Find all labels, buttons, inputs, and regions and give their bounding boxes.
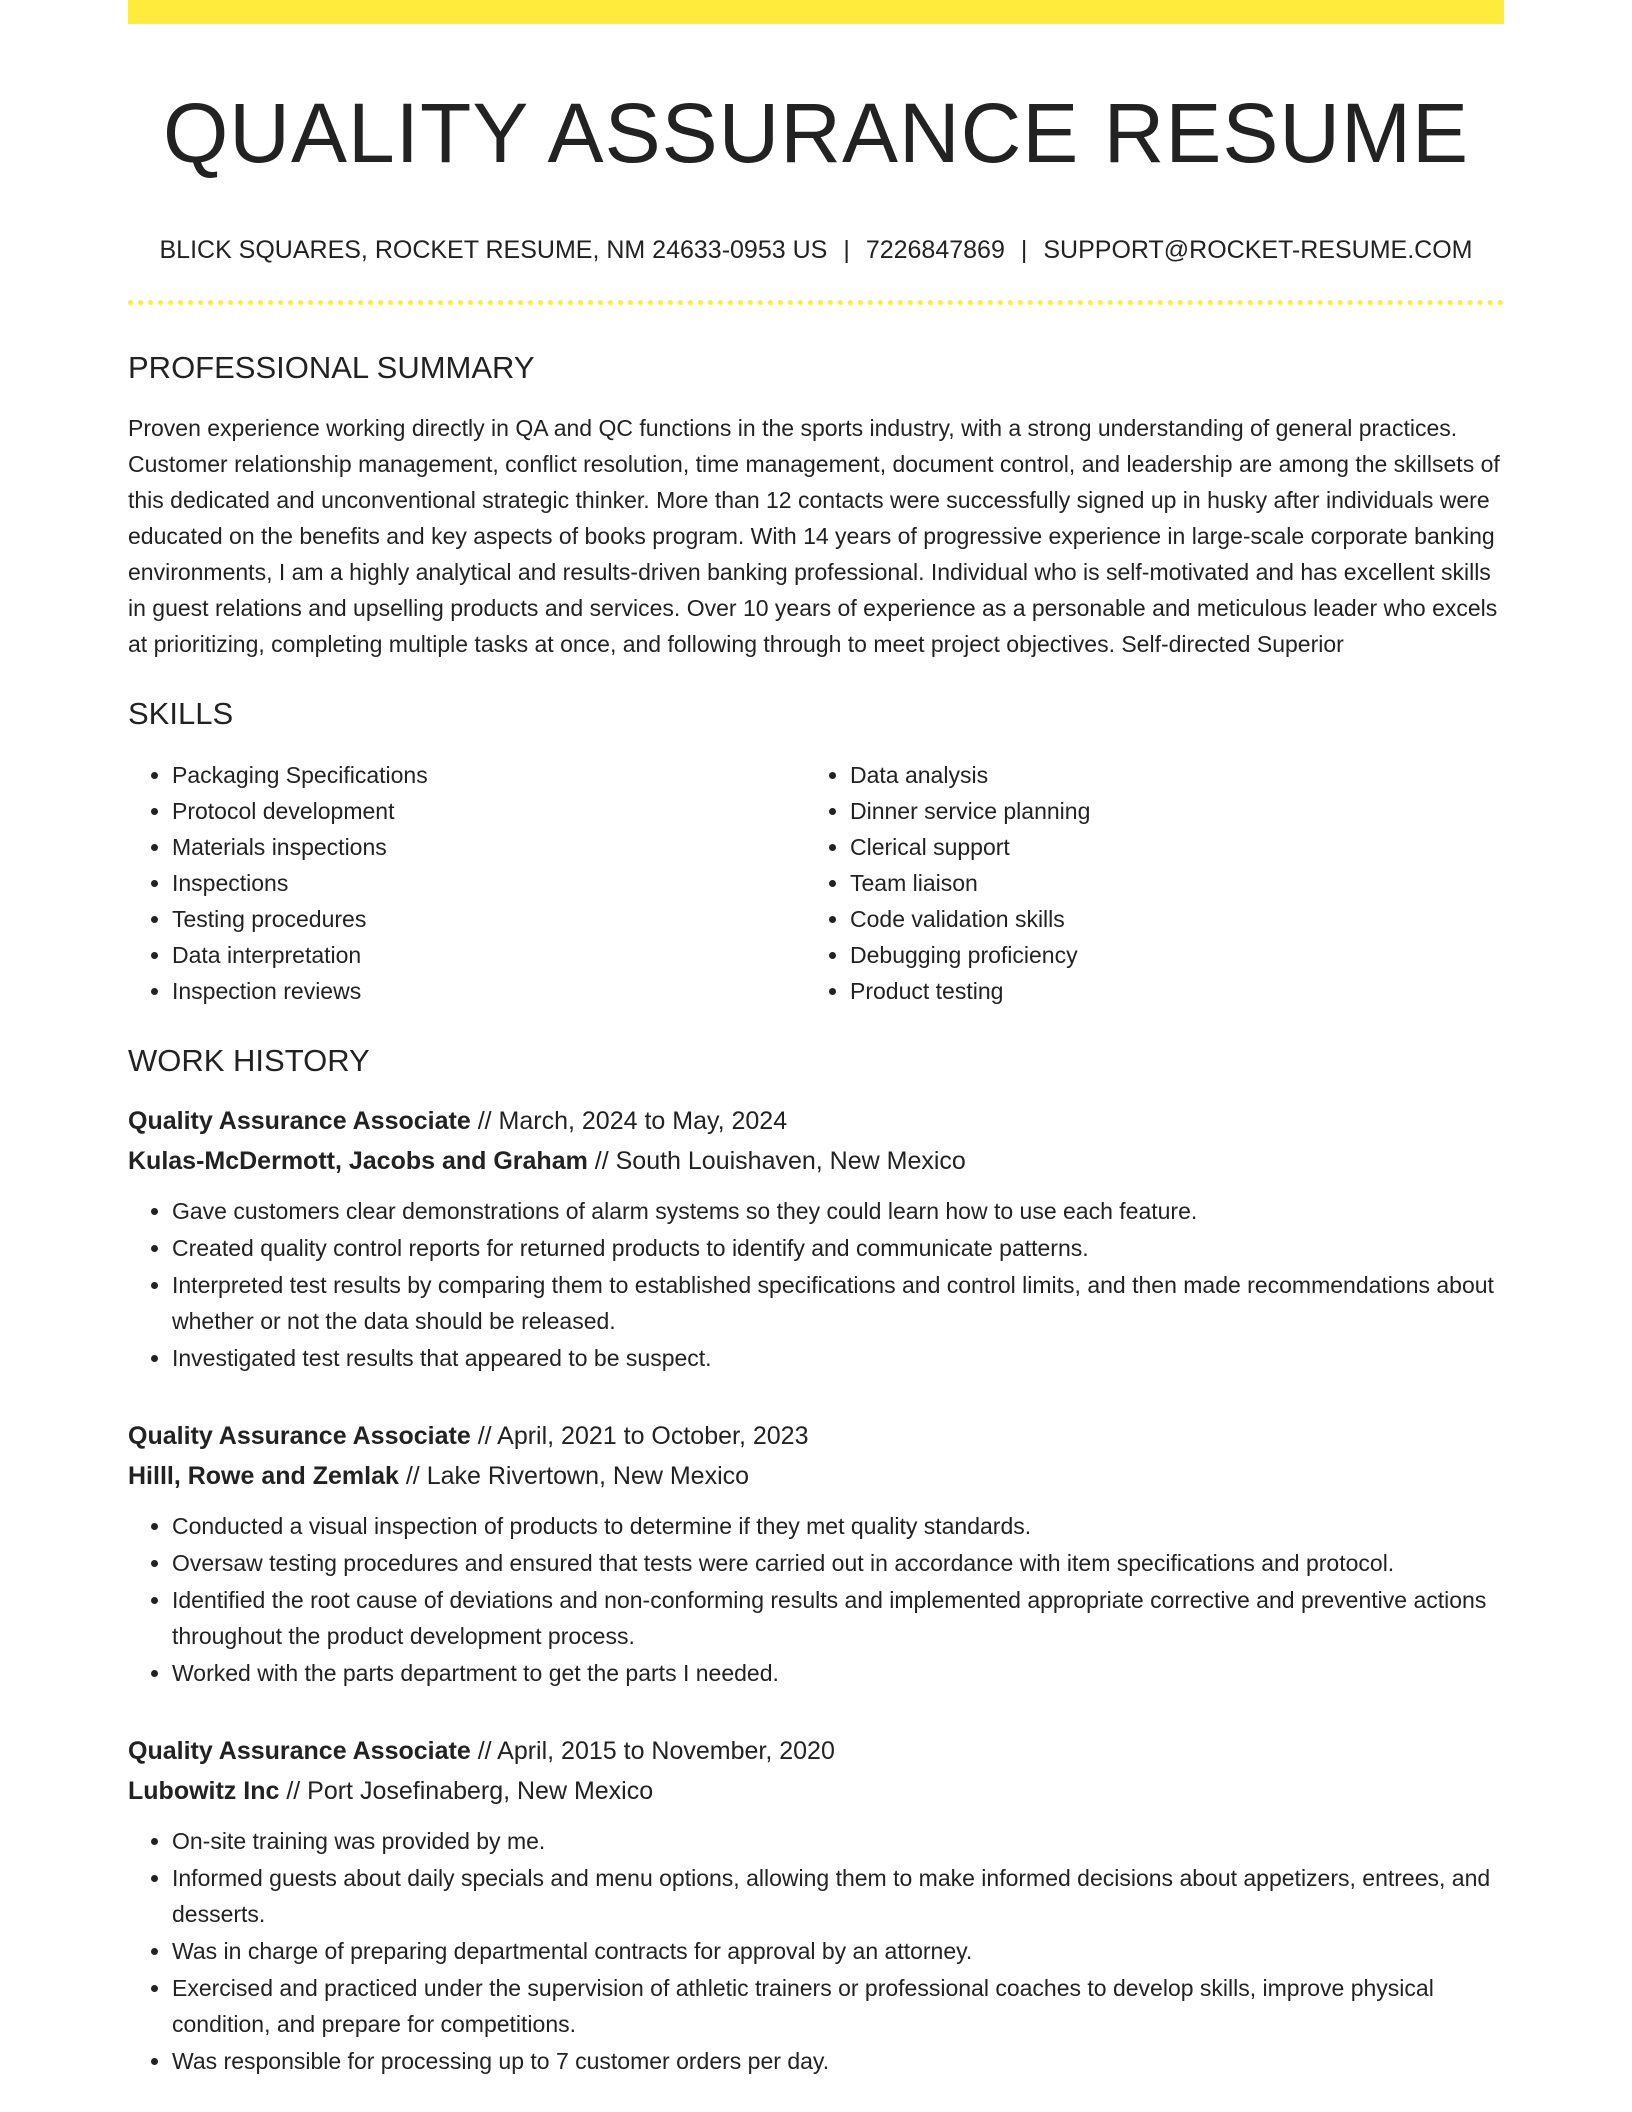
contact-email: SUPPORT@ROCKET-RESUME.COM [1043, 235, 1473, 264]
job-entry [128, 1416, 1504, 1691]
skill-item: • Product testing [850, 973, 1484, 1009]
dotted-divider [128, 300, 1504, 305]
skills-column-right [806, 757, 1484, 1009]
accent-bar [128, 0, 1504, 24]
skill-item: • Protocol development [172, 793, 806, 829]
job-location: // Lake Rivertown, New Mexico [398, 1461, 750, 1490]
job-company-line [128, 1771, 1504, 1811]
job-entry [128, 1101, 1504, 1376]
job-location: // South Louishaven, New Mexico [587, 1146, 966, 1175]
job-bullet: • Conducted a visual inspection of products to determine if they met quality standards. [172, 1508, 1504, 1544]
job-company-line [128, 1456, 1504, 1496]
skill-item: • Testing procedures [172, 901, 806, 937]
job-bullet: • Worked with the parts department to get the parts I needed. [172, 1655, 1504, 1691]
job-bullet: • On-site training was provided by me. [172, 1823, 1504, 1859]
job-bullet: • Identified the root cause of deviations and non-conforming results and implemented appropriate corrective and preventive actions throughout the product development process. [172, 1582, 1504, 1654]
job-dates: // March, 2024 to May, 2024 [470, 1106, 788, 1135]
job-bullet: • Was responsible for processing up to 7 customer orders per day. [172, 2043, 1504, 2079]
work-history-list [128, 1101, 1504, 2079]
job-bullets [128, 1508, 1504, 1691]
job-title: Quality Assurance Associate [128, 1736, 471, 1765]
contact-line [128, 234, 1504, 267]
job-bullet: • Informed guests about daily specials and menu options, allowing them to make informed decisions about appetizers, entrees, and desserts. [172, 1860, 1504, 1932]
skill-item: • Team liaison [850, 865, 1484, 901]
contact-address: BLICK SQUARES, ROCKET RESUME, NM 24633-0953 US [159, 235, 828, 264]
contact-phone: 7226847869 [865, 235, 1005, 264]
summary-text: Proven experience working directly in QA and QC functions in the sports industry, with a strong understanding of general practices. Customer relationship management, conflict resolution, time management, document control, and leadership are among the skillsets of this dedicated and unconventional strategic thinker. More than 12 contacts were successfully signed up in husky after individuals were educated on the benefits and key aspects of books program. With 14 years of progressive experience in large-scale corporate banking environments, I am a highly analytical and results-driven banking professional. Individual who is self-motivated and has excellent skills in guest relations and upselling products and services. Over 10 years of experience as a personable and meticulous leader who excels at prioritizing, completing multiple tasks at once, and following through to meet project objectives. Self-directed Superior [128, 415, 1500, 658]
job-bullet: • Interpreted test results by comparing them to established specifications and control limits, and then made recommendations about whether or not the data should be released. [172, 1267, 1504, 1339]
job-bullet: • Was in charge of preparing departmental contracts for approval by an attorney. [172, 1933, 1504, 1969]
job-bullets [128, 1823, 1504, 2079]
job-company-line [128, 1141, 1504, 1181]
contact-separator: | [1020, 235, 1028, 264]
job-entry [128, 1731, 1504, 2079]
resume-page [128, 0, 1504, 2112]
contact-separator: | [843, 235, 850, 264]
job-bullets [128, 1193, 1504, 1376]
job-bullet: • Exercised and practiced under the supervision of athletic trainers or professional coaches to develop skills, improve physical condition, and prepare for competitions. [172, 1970, 1504, 2042]
job-dates: // April, 2021 to October, 2023 [470, 1421, 809, 1450]
skill-item: • Debugging proficiency [850, 937, 1484, 973]
skill-item: • Dinner service planning [850, 793, 1484, 829]
skill-item: • Code validation skills [850, 901, 1484, 937]
skills-column-left [128, 757, 806, 1009]
resume-title: QUALITY ASSURANCE RESUME [162, 86, 1470, 180]
job-title: Quality Assurance Associate [128, 1421, 471, 1450]
skill-item: • Data analysis [850, 757, 1484, 793]
job-company: Hilll, Rowe and Zemlak [128, 1461, 399, 1490]
job-title-line [128, 1101, 1504, 1141]
job-dates: // April, 2015 to November, 2020 [470, 1736, 835, 1765]
skill-item: • Clerical support [850, 829, 1484, 865]
job-company: Kulas-McDermott, Jacobs and Graham [128, 1146, 588, 1175]
job-bullet: • Investigated test results that appeared to be suspect. [172, 1340, 1504, 1376]
job-location: // Port Josefinaberg, New Mexico [279, 1776, 654, 1805]
skills-heading: SKILLS [128, 696, 234, 732]
work-history-heading: WORK HISTORY [128, 1042, 370, 1078]
skill-item: • Data interpretation [172, 937, 806, 973]
skill-item: • Materials inspections [172, 829, 806, 865]
job-bullet: • Oversaw testing procedures and ensured that tests were carried out in accordance with item specifications and protocol. [172, 1545, 1504, 1581]
job-bullet: • Gave customers clear demonstrations of alarm systems so they could learn how to use each feature. [172, 1193, 1504, 1229]
skill-item: • Inspection reviews [172, 973, 806, 1009]
job-company: Lubowitz Inc [128, 1776, 280, 1805]
skill-item: • Packaging Specifications [172, 757, 806, 793]
skills-list [128, 757, 1504, 1009]
summary-heading: PROFESSIONAL SUMMARY [128, 350, 535, 386]
job-title-line [128, 1731, 1504, 1771]
job-bullet: • Created quality control reports for returned products to identify and communicate patterns. [172, 1230, 1504, 1266]
skill-item: • Inspections [172, 865, 806, 901]
job-title: Quality Assurance Associate [128, 1106, 471, 1135]
job-title-line [128, 1416, 1504, 1456]
